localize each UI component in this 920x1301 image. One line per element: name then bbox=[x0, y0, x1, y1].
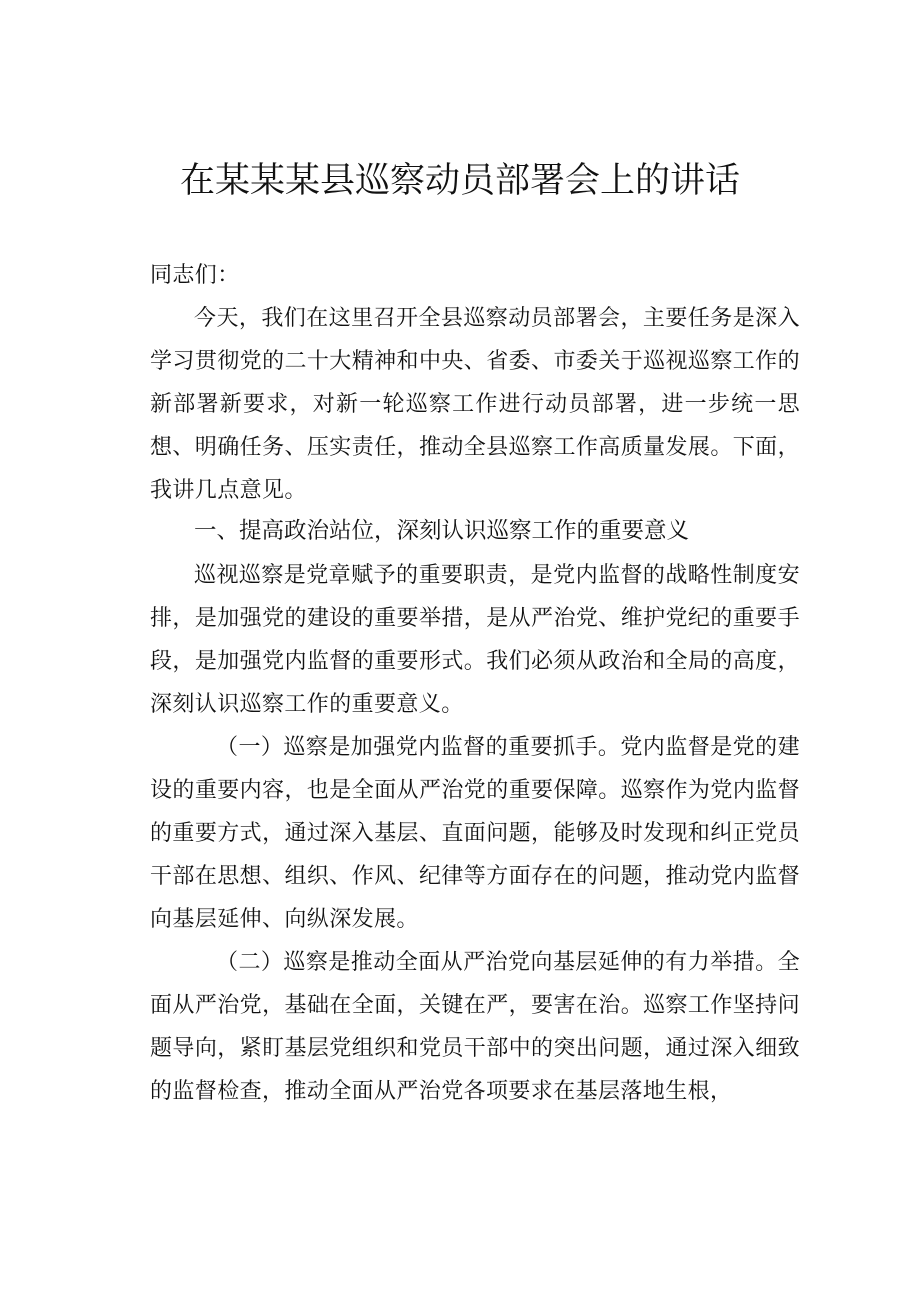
paragraph-point-2: （二）巡察是推动全面从严治党向基层延伸的有力举措。全面从严治党，基础在全面，关键在严，要害在治。巡察工作坚持问题导向，紧盯基层党组织和党员干部中的突出问题，通过深入细致的监督检查，推动全面从严治党各项要求在基层落地生根， bbox=[150, 950, 800, 1104]
paragraph-point-1: （一）巡察是加强党内监督的重要抓手。党内监督是党的建设的重要内容，也是全面从严治党的重要保障。巡察作为党内监督的重要方式，通过深入基层、直面问题，能够及时发现和纠正党员干部在思想、组织、作风、纪律等方面存在的问题，推动党内监督向基层延伸、向纵深发展。 bbox=[150, 735, 800, 932]
salutation: 同志们： bbox=[150, 263, 240, 288]
section-heading-1: 一、提高政治站位，深刻认识巡察工作的重要意义 bbox=[194, 518, 690, 544]
paragraph-intro: 今天，我们在这里召开全县巡察动员部署会，主要任务是深入学习贯彻党的二十大精神和中央、省委、市委关于巡视巡察工作的新部署新要求，对新一轮巡察工作进行动员部署，进一步统一思想、明确任务、压实责任，推动全县巡察工作高质量发展。下面，我讲几点意见。 bbox=[150, 306, 800, 503]
paragraph-significance: 巡视巡察是党章赋予的重要职责，是党内监督的战略性制度安排，是加强党的建设的重要举措，是从严治党、维护党纪的重要手段，是加强党内监督的重要形式。我们必须从政治和全局的高度，深刻认识巡察工作的重要意义。 bbox=[150, 563, 800, 717]
document-title: 在某某某县巡察动员部署会上的讲话 bbox=[179, 161, 740, 201]
